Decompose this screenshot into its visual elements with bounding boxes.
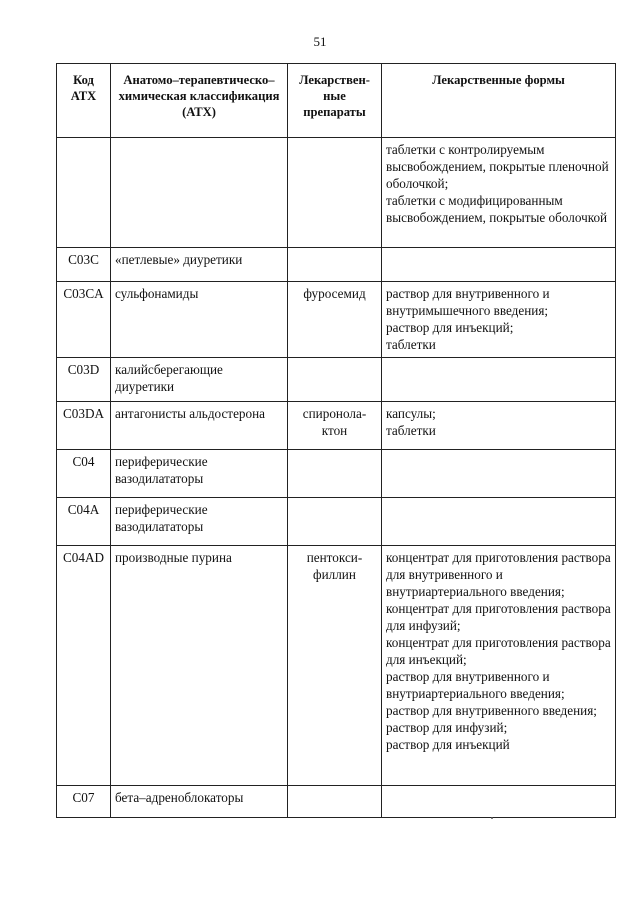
cell-classification: производные пурина [111, 546, 288, 786]
cell-drug: спиронола- ктон [288, 402, 382, 450]
cell-code: C04A [57, 498, 111, 546]
table-body [57, 138, 616, 818]
atx-drug-table [56, 63, 616, 818]
cell-classification: бета–адреноблокаторы [111, 786, 288, 818]
page-number: 51 [313, 34, 327, 49]
cell-drug [288, 248, 382, 282]
table-row [57, 450, 616, 498]
cell-code: C04AD [57, 546, 111, 786]
header-code: Код АТХ [57, 64, 111, 138]
cell-drug: пентокси- филлин [288, 546, 382, 786]
table-row [57, 786, 616, 818]
cell-classification: сульфонамиды [111, 282, 288, 358]
table-row [57, 358, 616, 402]
cell-code: C03C [57, 248, 111, 282]
cell-drug [288, 138, 382, 248]
cell-drug [288, 786, 382, 818]
cell-forms: таблетки с контролируемым высвобождением, покрытые пленочной оболочкой; таблетки с модифицированным высвобождением, покрытые оболочкой [382, 138, 616, 248]
cell-classification: периферические вазодилататоры [111, 450, 288, 498]
table-row [57, 498, 616, 546]
cell-classification: периферические вазодилататоры [111, 498, 288, 546]
cell-forms [382, 248, 616, 282]
table-row [57, 282, 616, 358]
cell-forms [382, 358, 616, 402]
cell-drug [288, 450, 382, 498]
header-classification: Анатомо–терапевтическо–химическая классификация (АТХ) [111, 64, 288, 138]
cell-code: C04 [57, 450, 111, 498]
table-row [57, 546, 616, 786]
cell-classification: антагонисты альдостерона [111, 402, 288, 450]
cell-forms: капсулы; таблетки [382, 402, 616, 450]
table-row [57, 402, 616, 450]
cell-forms [382, 786, 616, 818]
table-header-row [57, 64, 616, 138]
cell-classification: калийсберегающие диуретики [111, 358, 288, 402]
table-row [57, 138, 616, 248]
cell-forms: раствор для внутривенного и внутримышечного введения; раствор для инъекций; таблетки [382, 282, 616, 358]
header-forms: Лекарственные формы [382, 64, 616, 138]
cell-code: C07 [57, 786, 111, 818]
cell-forms: концентрат для приготовления раствора для внутривенного и внутриартериального введения; концентрат для приготовления раствора для инфузий; концентрат для приготовления раствора для инъекций; раствор для внутривенного и внутриартериального введения; раствор для внутривенного введения; раствор для инфузий; раствор для инъекций [382, 546, 616, 786]
cell-code [57, 138, 111, 248]
table-row [57, 248, 616, 282]
cell-forms [382, 450, 616, 498]
cell-code: C03D [57, 358, 111, 402]
scan-speck [491, 817, 493, 819]
cell-classification [111, 138, 288, 248]
cell-drug [288, 498, 382, 546]
cell-forms [382, 498, 616, 546]
cell-code: C03CA [57, 282, 111, 358]
cell-classification: «петлевые» диуретики [111, 248, 288, 282]
cell-drug: фуросемид [288, 282, 382, 358]
cell-drug [288, 358, 382, 402]
cell-code: C03DA [57, 402, 111, 450]
header-drugs: Лекарствен-ные препараты [288, 64, 382, 138]
